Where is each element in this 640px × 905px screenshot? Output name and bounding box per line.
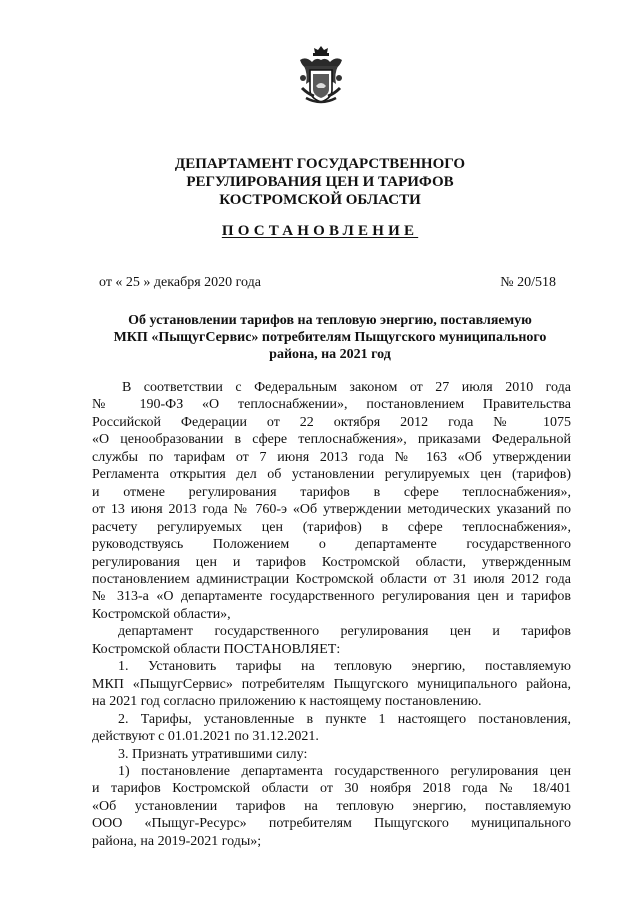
body-line: Костромской области ПОСТАНОВЛЯЕТ: [92,641,341,657]
body-line: расчету регулируемых цен (тарифов) в сфере теплоснабжения», [92,519,571,535]
body-line: района, на 2019-2021 годы»; [92,833,262,849]
body-line: Регламента открытия дел об установлении регулируемых цен (тарифов) [92,467,571,483]
body-line: службы по тарифам от 7 июня 2013 года № 163 «Об утверждении [92,449,571,465]
department-name-line-1: ДЕПАРТАМЕНТ ГОСУДАРСТВЕННОГО [174,156,466,172]
body-line: регулирования цен и тарифов Костромской области, утвержденным [92,554,571,570]
body-line: «О ценообразовании в сфере теплоснабжения», приказами Федеральной [92,432,571,448]
decree-body [92,379,571,850]
department-name-line-2: РЕГУЛИРОВАНИЯ ЦЕН И ТАРИФОВ [186,174,454,190]
body-line: Костромской области», [92,606,231,622]
body-line: «Об установлении тарифов на тепловую энергию, поставляемую [92,798,571,814]
decree-number: № 20/518 [500,275,556,290]
body-line: № 190-ФЗ «О теплоснабжении», постановлением Правительства [92,397,571,413]
decree-title [90,312,570,363]
department-name-line-3: КОСТРОМСКОЙ ОБЛАСТИ [219,192,421,208]
decree-label: ПОСТАНОВЛЕНИЕ [221,223,419,239]
decree-date: от « 25 » декабря 2020 года [99,275,261,290]
body-line: № 313-а «О департаменте государственного регулирования цен и тарифов [92,589,571,605]
coat-of-arms-emblem [296,44,346,108]
body-line: В соответствии с Федеральным законом от 27 июля 2010 года [122,380,571,395]
body-line: Российской Федерации от 22 октября 2012 года № 1075 [92,414,571,430]
body-line: и отмене регулирования тарифов в сфере теплоснабжения», [92,484,571,500]
title-line-3: района, на 2021 год [269,347,391,362]
body-line: департамент государственного регулирования цен и тарифов [118,624,571,640]
body-line: руководствуясь Положением о департаменте государственного [92,537,571,553]
body-line: от 13 июня 2013 года № 760-э «Об утверждении методических указаний по [92,502,571,518]
body-line: 3. Признать утратившими силу: [118,746,308,762]
body-line: действуют с 01.01.2021 по 31.12.2021. [92,729,319,745]
body-line: на 2021 год согласно приложению к настоящему постановлению. [92,694,482,710]
decree-heading [0,223,640,240]
body-line: ООО «Пыщуг-Ресурс» потребителям Пыщугского муниципального [92,816,571,832]
body-line: МКП «ПыщугСервис» потребителям Пыщугского муниципального района, [92,676,571,692]
title-line-2: МКП «ПыщугСервис» потребителям Пыщугского муниципального [113,330,547,345]
title-line-1: Об установлении тарифов на тепловую энергию, поставляемую [128,313,532,328]
body-line: постановлением администрации Костромской области от 31 июля 2012 года [92,571,571,587]
body-line: 1) постановление департамента государственного регулирования цен [118,763,571,779]
body-line: 2. Тарифы, установленные в пункте 1 настоящего постановления, [118,711,571,727]
body-line: и тарифов Костромской области от 30 ноября 2018 года № 18/401 [92,781,571,797]
body-line: 1. Установить тарифы на тепловую энергию, поставляемую [118,659,571,675]
department-header [0,155,640,209]
